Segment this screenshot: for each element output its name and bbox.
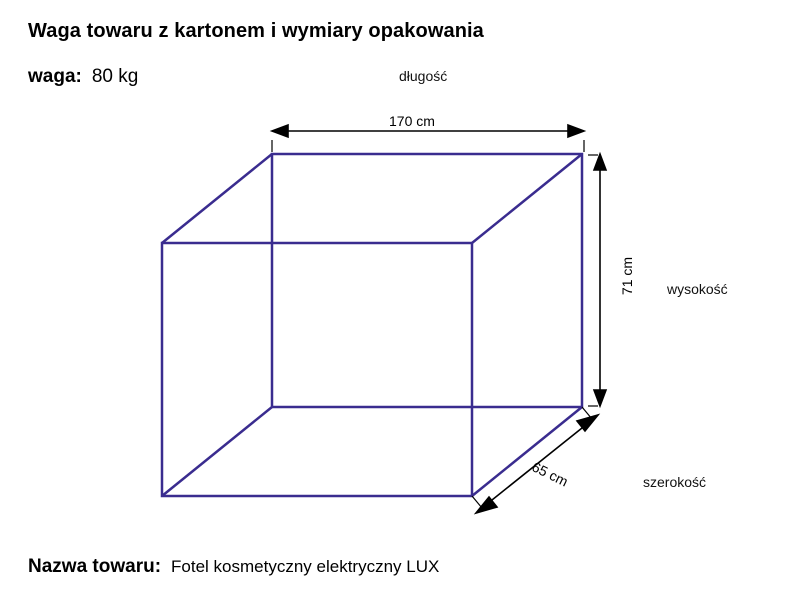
edge-top-left [162, 154, 272, 243]
weight-label: waga: [28, 66, 82, 87]
label-length: długość [399, 68, 448, 84]
edge-top-right [472, 154, 582, 243]
dimension-height-value: 71 cm [619, 256, 636, 296]
label-width: szerokość [643, 474, 707, 490]
edge-bottom-left [162, 407, 272, 496]
weight-value: 80 kg [91, 66, 139, 87]
dimension-length-value: 170 cm [389, 113, 435, 129]
height-arrow-top [594, 154, 606, 170]
length-arrow-left [272, 125, 288, 137]
product-name-value: Fotel kosmetyczny elektryczny LUX [171, 557, 440, 576]
product-name-row [28, 556, 439, 578]
label-height: wysokość [667, 281, 728, 297]
dimension-width-value: 65 cm [529, 458, 571, 490]
width-tick-upper [582, 407, 592, 419]
length-arrow-right [568, 125, 584, 137]
height-arrow-bottom [594, 390, 606, 406]
page-title: Waga towaru z kartonem i wymiary opakowania [28, 20, 484, 42]
carton-wireframe [162, 154, 582, 496]
width-tick-lower [472, 496, 482, 508]
product-name-label: Nazwa towaru: [28, 556, 162, 577]
dimension-lines [272, 125, 606, 513]
